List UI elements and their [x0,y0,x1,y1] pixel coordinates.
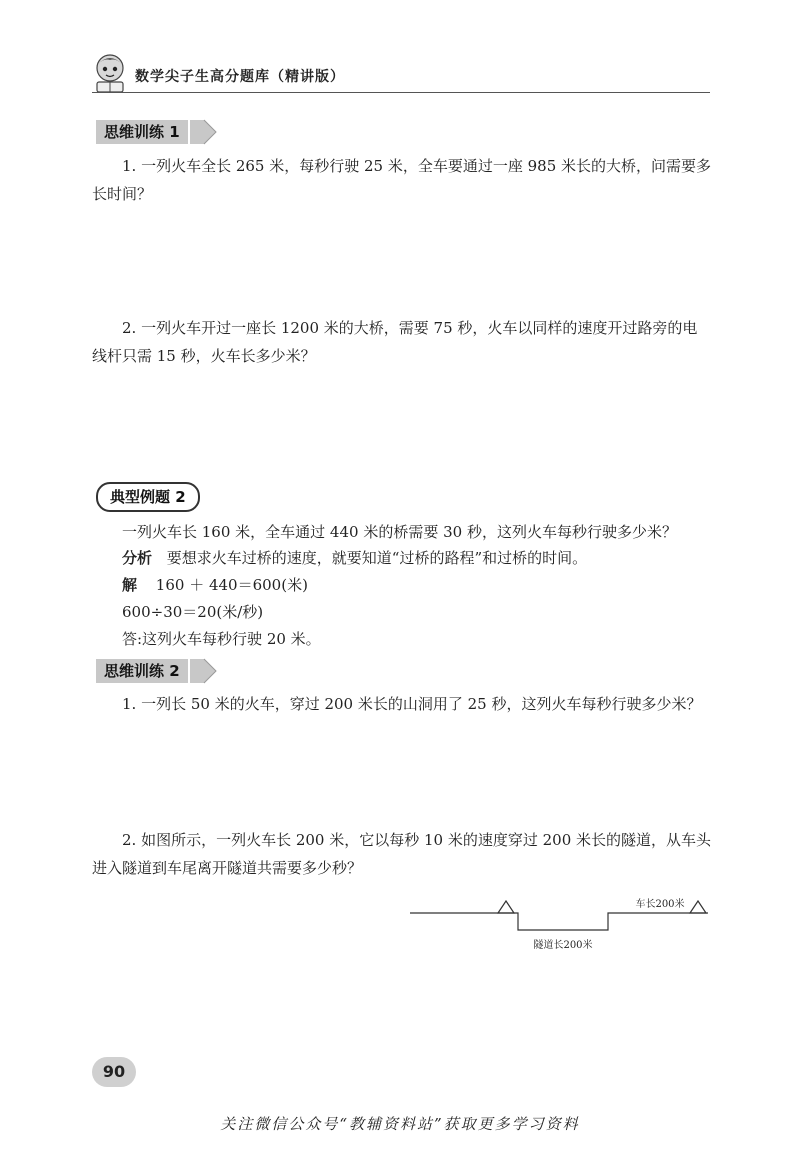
tunnel-length-label: 隧道长200米 [533,940,593,951]
solution-label: 解 [122,576,138,594]
tunnel-entrance-marker-icon [498,901,514,913]
header-rule [92,92,710,93]
example2-solution [122,571,712,599]
train-tunnel-diagram [408,888,712,958]
section-tag-training-1: 思维训练 1 [96,120,188,144]
section2-question-1: 1. 一列长 50 米的火车，穿过 200 米长的山洞用了 25 秒，这列火车每秒行驶多少米？ [122,695,702,713]
analysis-text: 要想求火车过桥的速度，就要知道“过桥的路程”和过桥的时间。 [166,549,588,567]
section2-question-2: 2. 如图所示，一列火车长 200 米，它以每秒 10 米的速度穿过 200 米长的隧道，从车头进入隧道到车尾离开隧道共需要多少秒？ [92,831,712,877]
analysis-label: 分析 [122,549,153,567]
header-title: 数学尖子生高分题库（精讲版） [135,69,345,85]
train-marker-icon [690,901,706,913]
example-tag-2: 典型例题 2 [96,482,200,512]
page-number: 90 [92,1057,136,1087]
example2-answer: 答:这列火车每秒行驶 20 米。 [122,630,321,648]
ground-and-tunnel-line [410,913,708,930]
tag-arrow-icon [190,118,218,146]
section-tag-training-2: 思维训练 2 [96,659,188,683]
footer-note: 关注微信公众号“教辅资料站”获取更多学习资料 [220,1115,580,1133]
solution-line-1: 160 ＋ 440＝600(米) [155,576,308,594]
section1-question-1: 1. 一列火车全长 265 米，每秒行驶 25 米，全车要通过一座 985 米长的大桥，问需要多长时间？ [92,157,712,203]
example2-problem: 一列火车长 160 米，全车通过 440 米的桥需要 30 秒，这列火车每秒行驶多少米？ [122,523,677,541]
section1-question-2: 2. 一列火车开过一座长 1200 米的大桥，需要 75 秒，火车以同样的速度开过路旁的电线杆只需 15 秒，火车长多少米？ [92,319,698,365]
train-length-label: 车长200米 [635,899,685,910]
solution-line-2: 600÷30＝20(米/秒) [122,603,264,621]
mascot-logo-icon [92,52,128,94]
example2-analysis [122,544,712,572]
tag-arrow-icon [190,657,218,685]
